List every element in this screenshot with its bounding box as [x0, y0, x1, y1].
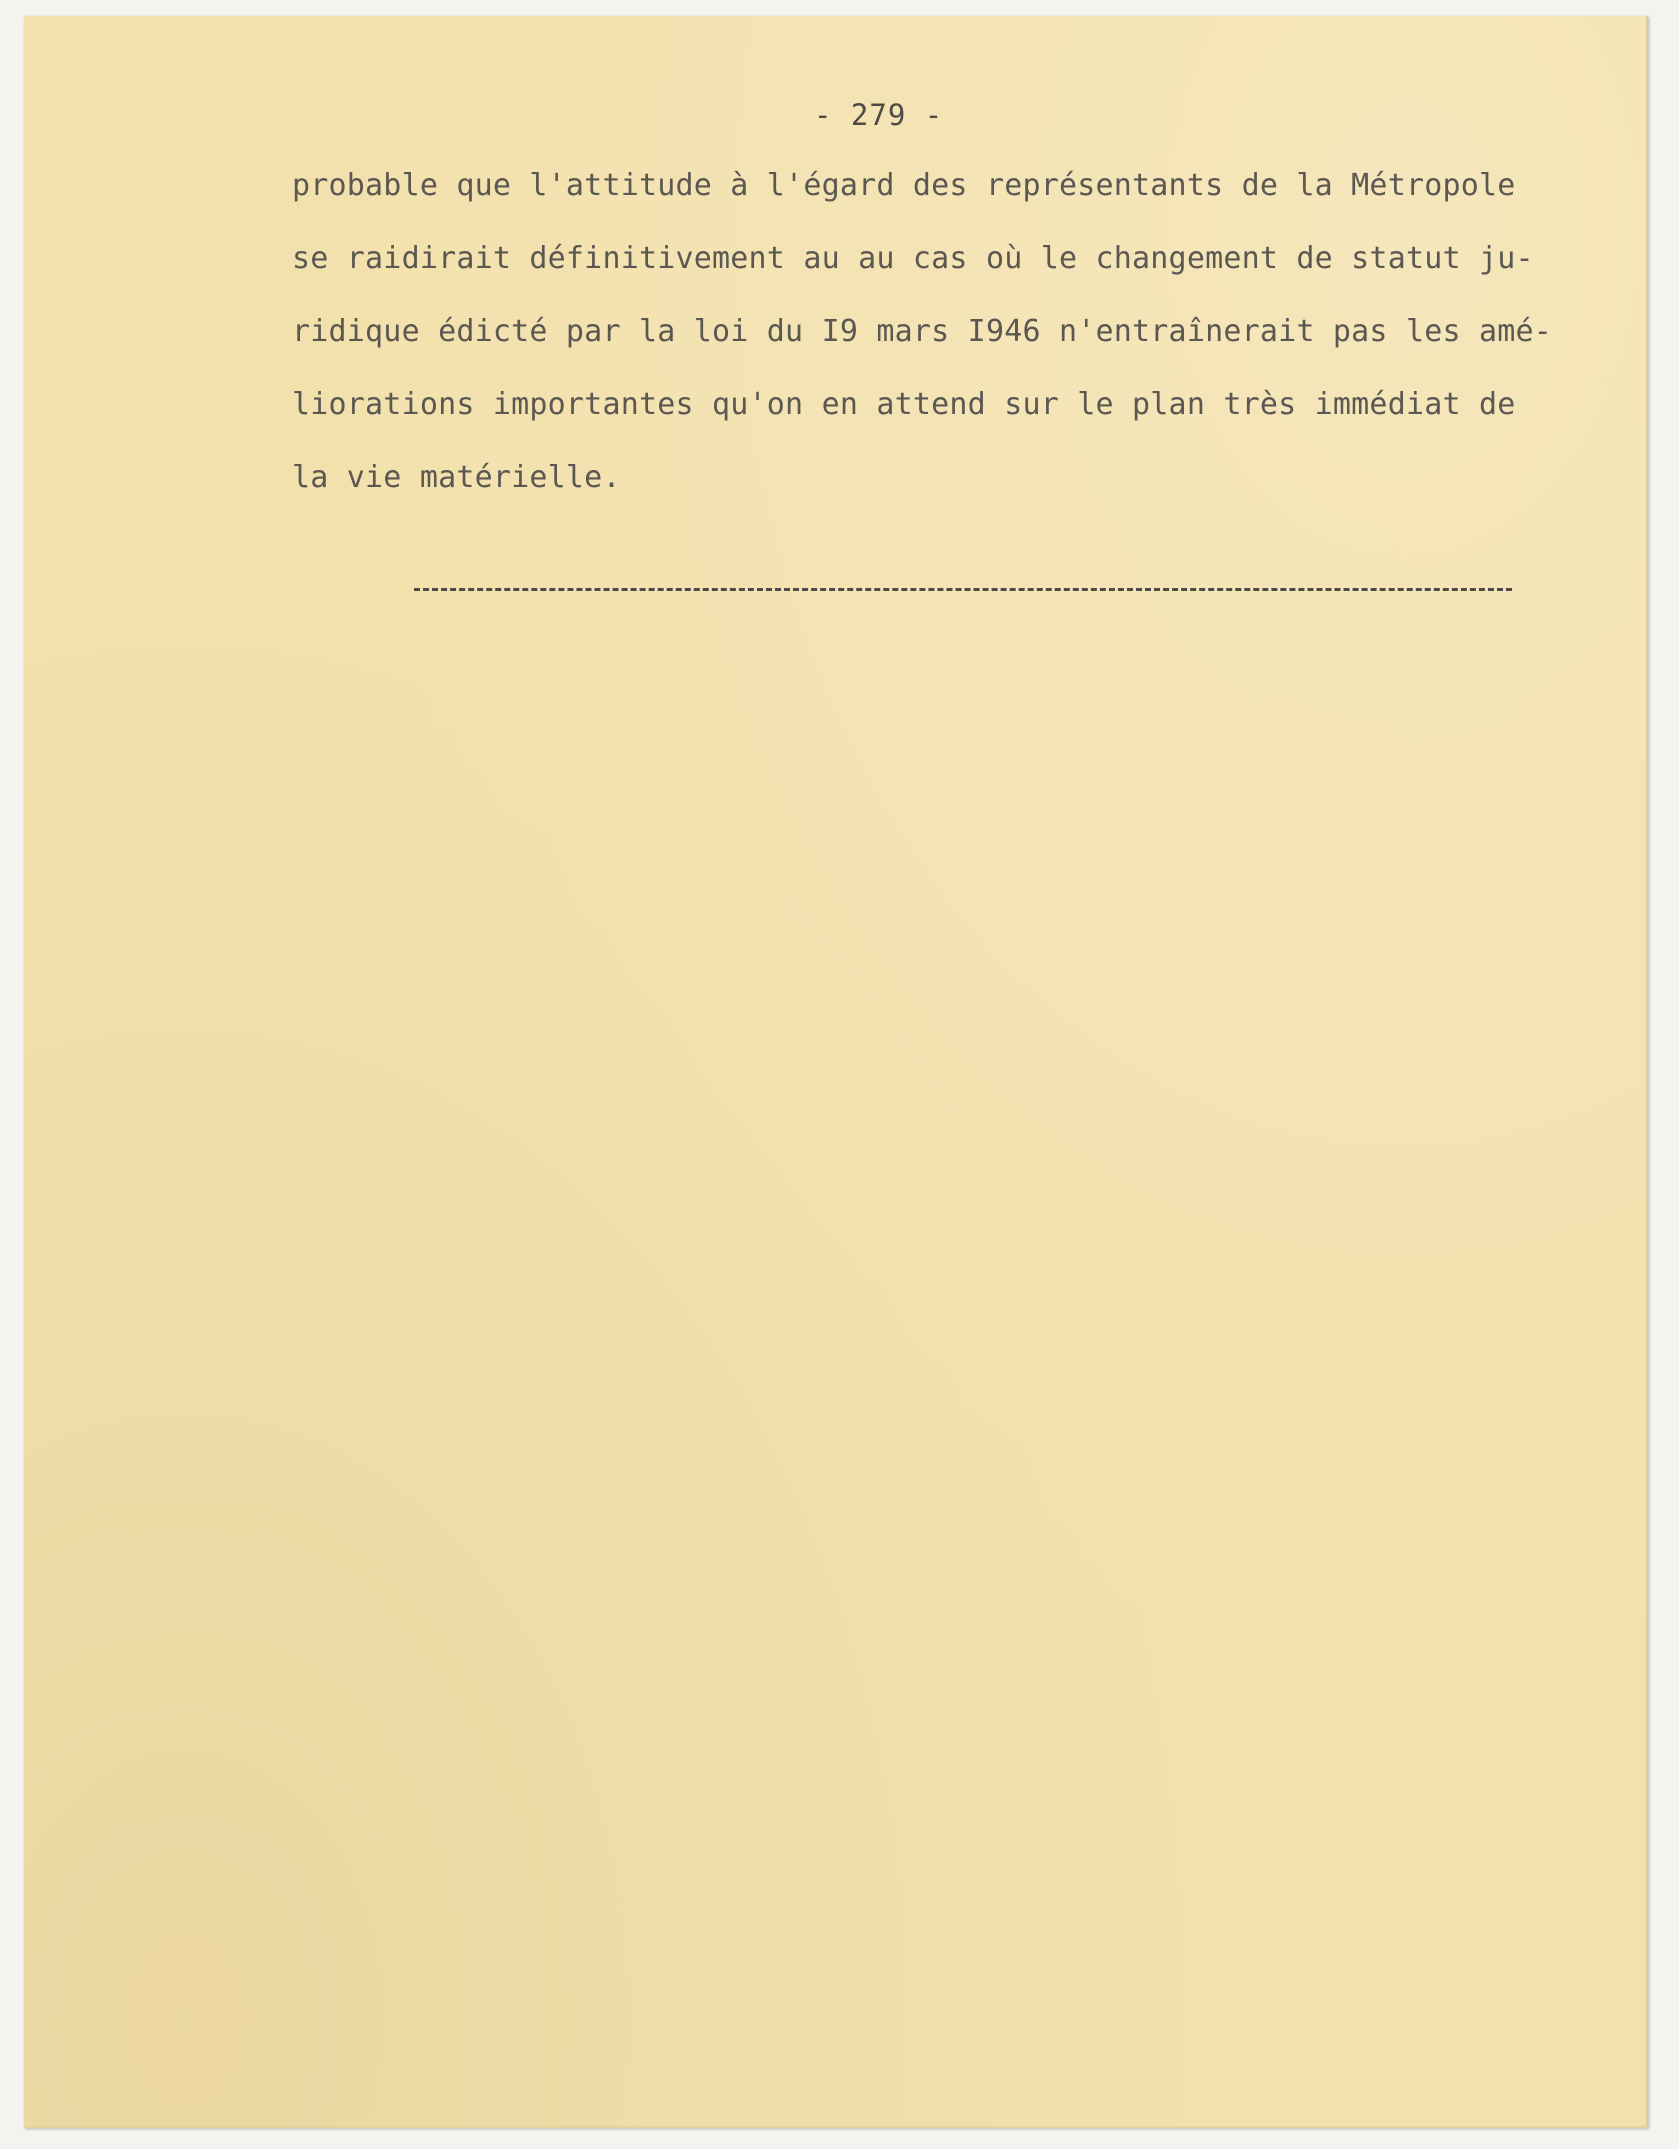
page-number: - 279 -	[814, 98, 944, 132]
text-line: ridique édicté par la loi du I9 mars I946 n'entraînerait pas les amé-	[292, 314, 1553, 349]
text-line: probable que l'attitude à l'égard des représentants de la Métropole	[292, 168, 1516, 203]
text-line: la vie matérielle.	[292, 460, 621, 495]
text-line: liorations importantes qu'on en attend sur le plan très immédiat de	[292, 387, 1516, 422]
end-of-section-rule	[414, 588, 1512, 591]
body-paragraph	[292, 168, 1652, 533]
document-page	[24, 16, 1648, 2128]
text-line: se raidirait définitivement au au cas où le changement de statut ju-	[292, 241, 1534, 276]
